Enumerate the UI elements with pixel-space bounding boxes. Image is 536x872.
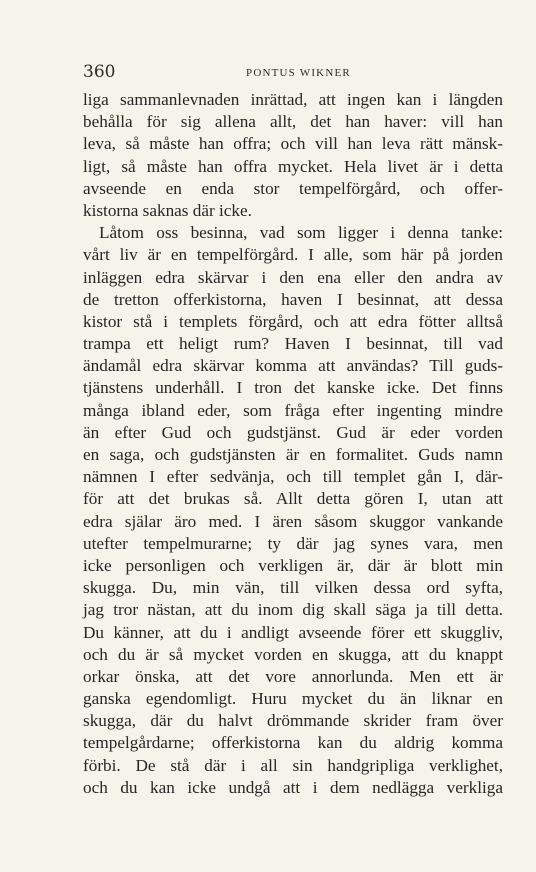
running-head: PONTUS WIKNER bbox=[246, 67, 351, 79]
text-line: skugga, där du halvt drömmande skrider fram över bbox=[83, 711, 503, 731]
text-line: inläggen edra skärvar i den ena eller den andra av bbox=[83, 267, 503, 287]
text-line: behålla för sig allena allt, det han haver: vill han bbox=[83, 112, 503, 132]
text-line: många ibland eder, som fråga efter ingenting mindre bbox=[83, 400, 503, 420]
text-line: och du kan icke undgå att i dem nedlägga verkliga bbox=[83, 777, 503, 797]
text-line: och du är så mycket vorden en skugga, att du knappt bbox=[83, 644, 503, 664]
text-line: orkar önska, att det vore annorlunda. Men ett är bbox=[83, 666, 503, 686]
text-line: Låtom oss besinna, vad som ligger i denna tanke: bbox=[99, 223, 503, 243]
text-line: ligt, så måste han offra mycket. Hela livet är i detta bbox=[83, 156, 503, 176]
text-line: Du känner, att du i andligt avseende förer ett skuggliv, bbox=[83, 622, 503, 642]
text-line: en saga, och gudstjänsten är en formalitet. Guds namn bbox=[83, 445, 503, 464]
text-line: ganska egendomligt. Huru mycket du än liknar en bbox=[83, 689, 503, 709]
text-line: trampa ett heligt rum? Haven I besinnat, till vad bbox=[83, 334, 503, 354]
text-line: icke personligen och verkligen är, där är blott min bbox=[83, 555, 503, 575]
text-line: nämnen I efter sedvänja, och till templet gån I, där- bbox=[83, 467, 503, 487]
text-line: edra själar äro med. I ären såsom skuggor vankande bbox=[83, 511, 503, 531]
text-line: liga sammanlevnaden inrättad, att ingen kan i längden bbox=[83, 90, 503, 109]
text-line: tjänstens underhåll. I tron det kanske icke. Det finns bbox=[83, 378, 503, 398]
text-line: för att det brukas så. Allt detta gören I, utan att bbox=[83, 489, 503, 509]
text-line: än efter Gud och gudstjänst. Gud är eder vorden bbox=[83, 422, 503, 442]
text-line: kistor stå i templets förgård, och att edra fötter alltså bbox=[83, 311, 503, 331]
text-line: leva, så måste han offra; och vill han leva rätt mänsk- bbox=[83, 134, 503, 154]
body-text bbox=[83, 89, 503, 799]
text-line: jag tror nästan, att du inom dig skall säga ja till detta. bbox=[83, 600, 503, 620]
text-line: ändamål edra skärvar komma att användas? Till guds- bbox=[83, 356, 503, 376]
text-line: vårt liv är en tempelförgård. I alle, som här på jorden bbox=[83, 245, 503, 265]
text-line: skugga. Du, min vän, till vilken dessa ord syfta, bbox=[83, 578, 503, 598]
text-line: avseende en enda stor tempelförgård, och offer- bbox=[83, 178, 503, 198]
text-line: förbi. De stå där i all sin handgripliga verklighet, bbox=[83, 755, 503, 775]
text-line: utefter tempelmurarne; ty där jag synes vara, men bbox=[83, 533, 503, 553]
text-line: de tretton offerkistorna, haven I besinnat, att dessa bbox=[83, 289, 503, 309]
page-header bbox=[83, 61, 503, 83]
page-number: 360 bbox=[83, 62, 116, 82]
text-line: tempelgårdarne; offerkistorna kan du aldrig komma bbox=[83, 733, 503, 753]
text-line: kistorna saknas där icke. bbox=[83, 200, 252, 220]
